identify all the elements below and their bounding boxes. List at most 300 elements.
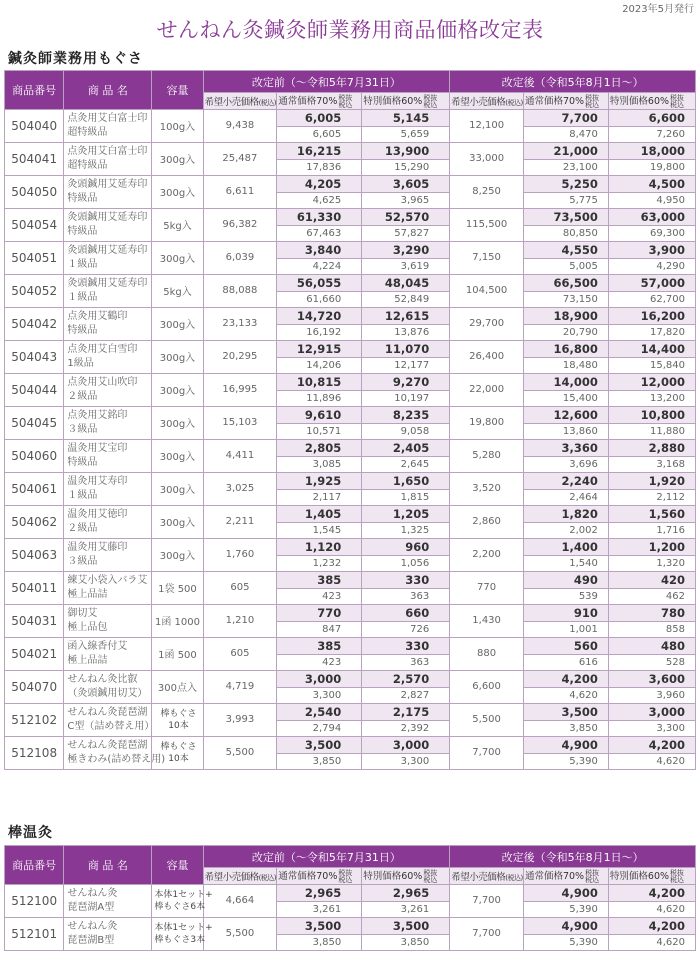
special-price-new-tax: 13,200 — [608, 390, 695, 406]
product-name-line2: １級品 — [67, 258, 98, 270]
product-name-line1: 点灸用艾白富士印 — [67, 112, 148, 124]
product-code: 504011 — [5, 571, 64, 604]
msrp-new: 2,860 — [450, 505, 524, 538]
header-name: 商 品 名 — [64, 846, 152, 885]
special-price-new: 2,880 — [608, 439, 695, 456]
product-capacity: 5kg入 — [152, 274, 203, 307]
normal-price-new-tax: 616 — [523, 654, 608, 670]
special-price-old: 2,570 — [362, 670, 450, 687]
normal-price-new-tax: 1,540 — [523, 555, 608, 571]
normal-price-new-tax: 5,775 — [523, 192, 608, 208]
special-price-old-tax: 12,177 — [362, 357, 450, 373]
special-price-old: 1,205 — [362, 505, 450, 522]
header-tax-in: 税込 — [670, 100, 685, 109]
special-price-new: 4,200 — [608, 917, 695, 934]
special-price-old: 5,145 — [362, 109, 450, 126]
product-name-line2: 超特級品 — [67, 159, 108, 171]
normal-price-old-tax: 6,605 — [277, 126, 362, 142]
product-name-line2: １級品 — [67, 291, 98, 303]
capacity-line: 棒もぐさ3本 — [154, 934, 206, 945]
product-name-line1: 点灸用艾白富士印 — [67, 145, 148, 157]
special-price-old-tax: 3,261 — [362, 901, 450, 917]
table-row — [5, 472, 696, 489]
msrp-old: 4,411 — [203, 439, 277, 472]
header-after: 改定後（令和5年8月1日〜） — [450, 71, 696, 93]
normal-price-old: 385 — [277, 571, 362, 588]
header-tax-in: 税込 — [423, 100, 438, 109]
product-name-line1: せんねん灸比叡 — [67, 673, 138, 685]
normal-price-new-tax: 4,620 — [523, 687, 608, 703]
normal-price-old-tax: 3,085 — [277, 456, 362, 472]
product-name-line2: （灸頭鍼用切艾） — [67, 687, 148, 699]
header-msrp-note: (税込) — [505, 873, 523, 882]
header-msrp-note: (税込) — [258, 873, 277, 882]
header-special-label: 特別価格60% — [363, 871, 423, 882]
normal-price-new-tax: 73,150 — [523, 291, 608, 307]
header-tax-ex: 税抜 — [670, 868, 685, 877]
normal-price-old-tax: 4,224 — [277, 258, 362, 274]
product-name — [64, 307, 152, 340]
special-price-old-tax: 1,325 — [362, 522, 450, 538]
product-name — [64, 884, 152, 917]
msrp-old: 96,382 — [203, 208, 277, 241]
product-code: 504063 — [5, 538, 64, 571]
special-price-old-tax: 363 — [362, 588, 450, 604]
product-name — [64, 340, 152, 373]
special-price-new: 1,200 — [608, 538, 695, 555]
special-price-new-tax: 15,840 — [608, 357, 695, 373]
special-price-new-tax: 11,880 — [608, 423, 695, 439]
table-row — [5, 884, 696, 901]
msrp-new: 5,500 — [450, 703, 524, 736]
header-capacity: 容量 — [152, 846, 203, 885]
product-capacity: 300g入 — [152, 241, 203, 274]
product-name-line1: せんねん灸琵琶湖 — [67, 739, 148, 751]
product-code: 504062 — [5, 505, 64, 538]
price-table-moxa — [4, 70, 696, 770]
product-name-line2: ３級品 — [67, 555, 98, 567]
header-tax-note — [585, 95, 599, 109]
product-name-line2: １級品 — [67, 489, 98, 501]
table-row — [5, 736, 696, 753]
special-price-old: 960 — [362, 538, 450, 555]
msrp-old: 3,993 — [203, 703, 277, 736]
msrp-new: 880 — [450, 637, 524, 670]
normal-price-new-tax: 3,696 — [523, 456, 608, 472]
normal-price-new: 4,900 — [523, 884, 608, 901]
special-price-old: 9,270 — [362, 373, 450, 390]
special-price-new-tax: 4,620 — [608, 753, 695, 769]
product-capacity: 300g入 — [152, 175, 203, 208]
product-name-line2: 1級品 — [67, 357, 94, 369]
product-capacity: 100g入 — [152, 109, 203, 142]
product-code: 504021 — [5, 637, 64, 670]
special-price-new-tax: 4,620 — [608, 934, 695, 950]
product-code: 504054 — [5, 208, 64, 241]
normal-price-old-tax: 3,300 — [277, 687, 362, 703]
msrp-new: 19,800 — [450, 406, 524, 439]
normal-price-new: 66,500 — [523, 274, 608, 291]
normal-price-old: 61,330 — [277, 208, 362, 225]
product-name-line2: 琵琶湖A型 — [67, 901, 115, 913]
special-price-old: 330 — [362, 637, 450, 654]
msrp-old: 6,611 — [203, 175, 277, 208]
msrp-old: 4,719 — [203, 670, 277, 703]
header-msrp-label: 希望小売価格 — [451, 871, 506, 883]
table-row — [5, 142, 696, 159]
special-price-new-tax: 7,260 — [608, 126, 695, 142]
normal-price-new-tax: 2,002 — [523, 522, 608, 538]
product-name — [64, 406, 152, 439]
product-name — [64, 670, 152, 703]
product-name — [64, 505, 152, 538]
product-name — [64, 637, 152, 670]
special-price-old-tax: 3,300 — [362, 753, 450, 769]
special-price-old-tax: 726 — [362, 621, 450, 637]
price-table-stick-moxa — [4, 845, 696, 951]
msrp-new: 1,430 — [450, 604, 524, 637]
special-price-new-tax: 3,168 — [608, 456, 695, 472]
normal-price-new-tax: 3,850 — [523, 720, 608, 736]
header-normal-label: 通常価格70% — [278, 871, 338, 882]
normal-price-new-tax: 5,390 — [523, 901, 608, 917]
header-tax-note — [670, 95, 684, 109]
product-name-line1: 点灸用艾白雪印 — [67, 343, 138, 355]
msrp-old: 15,103 — [203, 406, 277, 439]
capacity-line: 棒もぐさ — [160, 741, 197, 752]
special-price-new-tax: 462 — [608, 588, 695, 604]
normal-price-new-tax: 15,400 — [523, 390, 608, 406]
msrp-old: 6,039 — [203, 241, 277, 274]
header-tax-ex: 税抜 — [670, 93, 685, 102]
table-row — [5, 505, 696, 522]
capacity-line: 棒もぐさ — [160, 708, 197, 719]
msrp-old: 1,210 — [203, 604, 277, 637]
special-price-old: 8,235 — [362, 406, 450, 423]
special-price-old-tax: 1,815 — [362, 489, 450, 505]
product-name-line2: ３級品 — [67, 423, 98, 435]
msrp-new: 7,150 — [450, 241, 524, 274]
header-tax-note — [338, 95, 352, 109]
special-price-new: 63,000 — [608, 208, 695, 225]
product-name — [64, 571, 152, 604]
product-code: 504040 — [5, 109, 64, 142]
msrp-old: 23,133 — [203, 307, 277, 340]
product-name-line1: せんねん灸 — [67, 887, 118, 899]
special-price-old: 52,570 — [362, 208, 450, 225]
product-capacity: 300点入 — [152, 670, 203, 703]
msrp-new: 8,250 — [450, 175, 524, 208]
table-row — [5, 373, 696, 390]
header-tax-in: 税込 — [585, 100, 600, 109]
special-price-new: 4,200 — [608, 884, 695, 901]
product-code: 504070 — [5, 670, 64, 703]
product-name-line1: 御切艾 — [67, 607, 98, 619]
product-name-line1: 灸頭鍼用艾延寿印 — [67, 211, 148, 223]
product-name-line2: 琵琶湖B型 — [67, 934, 115, 946]
msrp-new: 7,700 — [450, 884, 524, 917]
table-row — [5, 208, 696, 225]
special-price-new: 6,600 — [608, 109, 695, 126]
product-name — [64, 439, 152, 472]
product-name — [64, 208, 152, 241]
table-row — [5, 439, 696, 456]
normal-price-old-tax: 67,463 — [277, 225, 362, 241]
special-price-old-tax: 2,645 — [362, 456, 450, 472]
msrp-new: 104,500 — [450, 274, 524, 307]
product-name — [64, 604, 152, 637]
normal-price-old: 1,120 — [277, 538, 362, 555]
product-capacity: 1函 1000 — [152, 604, 203, 637]
table-row — [5, 703, 696, 720]
header-tax-note — [338, 870, 352, 884]
product-name-line2: 超特級品 — [67, 126, 108, 138]
product-capacity: 300g入 — [152, 373, 203, 406]
special-price-new-tax: 62,700 — [608, 291, 695, 307]
product-name-line1: 温灸用艾宝印 — [67, 442, 128, 454]
product-capacity: 300g入 — [152, 505, 203, 538]
header-normal — [277, 93, 362, 110]
header-msrp — [450, 93, 524, 110]
normal-price-old: 385 — [277, 637, 362, 654]
normal-price-old: 770 — [277, 604, 362, 621]
product-name-line1: 灸頭鍼用艾延寿印 — [67, 277, 148, 289]
section-heading-stick-moxa: 棒温灸 — [8, 825, 53, 841]
product-code: 512102 — [5, 703, 64, 736]
capacity-line: 本体1セット+ — [154, 922, 213, 933]
normal-price-old-tax: 3,850 — [277, 934, 362, 950]
table-row — [5, 406, 696, 423]
header-tax-in: 税込 — [670, 875, 685, 884]
special-price-old: 330 — [362, 571, 450, 588]
header-before: 改定前（〜令和5年7月31日） — [203, 71, 450, 93]
header-code: 商品番号 — [5, 846, 64, 885]
product-code: 504060 — [5, 439, 64, 472]
page-title: せんねん灸鍼灸師業務用商品価格改定表 — [156, 18, 544, 42]
header-msrp-label: 希望小売価格 — [451, 96, 506, 108]
header-normal-label: 通常価格70% — [524, 96, 585, 107]
header-normal-label: 通常価格70% — [524, 871, 585, 882]
special-price-new: 3,000 — [608, 703, 695, 720]
capacity-line: 10本 — [168, 753, 189, 764]
product-name-line1: 温灸用艾寿印 — [67, 475, 128, 487]
normal-price-new: 4,900 — [523, 736, 608, 753]
product-capacity — [152, 884, 213, 917]
table-row — [5, 274, 696, 291]
special-price-new-tax: 4,620 — [608, 901, 695, 917]
product-name-line2: 特級品 — [67, 192, 98, 204]
table-row — [5, 175, 696, 192]
product-name — [64, 703, 155, 736]
msrp-new: 22,000 — [450, 373, 524, 406]
product-name-line1: せんねん灸 — [67, 920, 118, 932]
special-price-old-tax: 3,619 — [362, 258, 450, 274]
header-tax-note — [585, 870, 599, 884]
special-price-new-tax: 4,950 — [608, 192, 695, 208]
product-name — [64, 241, 152, 274]
normal-price-new: 12,600 — [523, 406, 608, 423]
msrp-old: 20,295 — [203, 340, 277, 373]
product-name-line1: 練艾小袋入バラ艾 — [67, 574, 148, 586]
special-price-new: 14,400 — [608, 340, 695, 357]
header-code: 商品番号 — [5, 71, 64, 110]
normal-price-new: 5,250 — [523, 175, 608, 192]
special-price-new: 18,000 — [608, 142, 695, 159]
msrp-old: 3,025 — [203, 472, 277, 505]
header-normal-label: 通常価格70% — [278, 96, 338, 107]
product-capacity: 5kg入 — [152, 208, 203, 241]
normal-price-old: 2,540 — [277, 703, 362, 720]
normal-price-new: 18,900 — [523, 307, 608, 324]
product-code: 504043 — [5, 340, 64, 373]
table-row — [5, 571, 696, 588]
normal-price-new-tax: 5,390 — [523, 934, 608, 950]
normal-price-old: 16,215 — [277, 142, 362, 159]
header-tax-note — [423, 95, 437, 109]
special-price-old-tax: 5,659 — [362, 126, 450, 142]
header-special-label: 特別価格60% — [609, 871, 670, 882]
product-code: 512100 — [5, 884, 64, 917]
normal-price-old: 3,500 — [277, 736, 362, 753]
special-price-old: 3,290 — [362, 241, 450, 258]
msrp-old: 16,995 — [203, 373, 277, 406]
msrp-new: 6,600 — [450, 670, 524, 703]
table-row — [5, 109, 696, 126]
header-tax-in: 税込 — [338, 100, 353, 109]
table-row — [5, 917, 696, 934]
special-price-new-tax: 4,290 — [608, 258, 695, 274]
normal-price-new-tax: 5,390 — [523, 753, 608, 769]
special-price-old-tax: 1,056 — [362, 555, 450, 571]
special-price-new: 10,800 — [608, 406, 695, 423]
normal-price-new: 2,240 — [523, 472, 608, 489]
special-price-old: 660 — [362, 604, 450, 621]
msrp-old: 5,500 — [203, 917, 277, 950]
normal-price-old: 4,205 — [277, 175, 362, 192]
special-price-new: 3,900 — [608, 241, 695, 258]
normal-price-new: 1,820 — [523, 505, 608, 522]
msrp-new: 26,400 — [450, 340, 524, 373]
header-before: 改定前（〜令和5年7月31日） — [203, 846, 450, 868]
msrp-new: 2,200 — [450, 538, 524, 571]
special-price-old: 13,900 — [362, 142, 450, 159]
product-name-line2: 極上品包 — [67, 621, 108, 633]
special-price-new-tax: 528 — [608, 654, 695, 670]
header-msrp — [450, 868, 524, 885]
product-name-line2: 極上品詰 — [67, 654, 108, 666]
header-special — [362, 93, 450, 110]
normal-price-old: 56,055 — [277, 274, 362, 291]
special-price-new: 16,200 — [608, 307, 695, 324]
normal-price-old-tax: 1,545 — [277, 522, 362, 538]
special-price-old-tax: 57,827 — [362, 225, 450, 241]
normal-price-old-tax: 847 — [277, 621, 362, 637]
product-name — [64, 472, 152, 505]
msrp-new: 12,100 — [450, 109, 524, 142]
product-capacity — [152, 917, 213, 950]
product-name-line2: C型（詰め替え用） — [67, 720, 155, 732]
special-price-old-tax: 3,850 — [362, 934, 450, 950]
normal-price-old: 3,500 — [277, 917, 362, 934]
normal-price-old-tax: 4,625 — [277, 192, 362, 208]
normal-price-old-tax: 1,232 — [277, 555, 362, 571]
product-capacity: 300g入 — [152, 307, 203, 340]
msrp-new: 3,520 — [450, 472, 524, 505]
normal-price-old-tax: 2,794 — [277, 720, 362, 736]
special-price-new-tax: 1,320 — [608, 555, 695, 571]
product-name — [64, 736, 166, 769]
product-code: 504031 — [5, 604, 64, 637]
product-capacity: 300g入 — [152, 406, 203, 439]
normal-price-old-tax: 61,660 — [277, 291, 362, 307]
normal-price-new: 1,400 — [523, 538, 608, 555]
normal-price-new-tax: 13,860 — [523, 423, 608, 439]
special-price-old: 3,605 — [362, 175, 450, 192]
special-price-new-tax: 1,716 — [608, 522, 695, 538]
special-price-new: 57,000 — [608, 274, 695, 291]
header-tax-note — [670, 870, 684, 884]
header-special — [608, 868, 695, 885]
product-code: 504061 — [5, 472, 64, 505]
header-name: 商 品 名 — [64, 71, 152, 110]
special-price-old-tax: 3,965 — [362, 192, 450, 208]
msrp-old: 605 — [203, 571, 277, 604]
table-row — [5, 241, 696, 258]
product-name — [64, 373, 152, 406]
special-price-new-tax: 2,112 — [608, 489, 695, 505]
table-row — [5, 340, 696, 357]
header-special — [608, 93, 695, 110]
normal-price-old: 2,965 — [277, 884, 362, 901]
special-price-old-tax: 9,058 — [362, 423, 450, 439]
product-capacity: 300g入 — [152, 538, 203, 571]
product-name-line2: 極きわみ(詰め替え用) — [67, 753, 166, 765]
header-tax-ex: 税抜 — [338, 93, 353, 102]
special-price-old: 1,650 — [362, 472, 450, 489]
product-capacity: 300g入 — [152, 439, 203, 472]
product-name-line1: 点灸用艾鶴印 — [67, 310, 128, 322]
special-price-new: 420 — [608, 571, 695, 588]
product-name-line2: 特級品 — [67, 225, 98, 237]
normal-price-old: 3,000 — [277, 670, 362, 687]
special-price-old-tax: 363 — [362, 654, 450, 670]
normal-price-new: 3,360 — [523, 439, 608, 456]
msrp-new: 33,000 — [450, 142, 524, 175]
normal-price-new-tax: 539 — [523, 588, 608, 604]
msrp-old: 1,760 — [203, 538, 277, 571]
table-row — [5, 538, 696, 555]
header-tax-ex: 税抜 — [338, 868, 353, 877]
product-code: 512108 — [5, 736, 64, 769]
product-code: 504052 — [5, 274, 64, 307]
msrp-new: 7,700 — [450, 736, 524, 769]
normal-price-new-tax: 8,470 — [523, 126, 608, 142]
product-code: 512101 — [5, 917, 64, 950]
special-price-new-tax: 19,800 — [608, 159, 695, 175]
special-price-new: 480 — [608, 637, 695, 654]
normal-price-old: 12,915 — [277, 340, 362, 357]
special-price-old: 48,045 — [362, 274, 450, 291]
normal-price-old-tax: 17,836 — [277, 159, 362, 175]
normal-price-new: 14,000 — [523, 373, 608, 390]
header-special — [362, 868, 450, 885]
product-capacity: 300g入 — [152, 472, 203, 505]
header-tax-ex: 税抜 — [423, 93, 438, 102]
header-msrp — [203, 868, 277, 885]
product-name-line1: 函入線香付艾 — [67, 640, 128, 652]
product-code: 504044 — [5, 373, 64, 406]
special-price-new-tax: 3,300 — [608, 720, 695, 736]
